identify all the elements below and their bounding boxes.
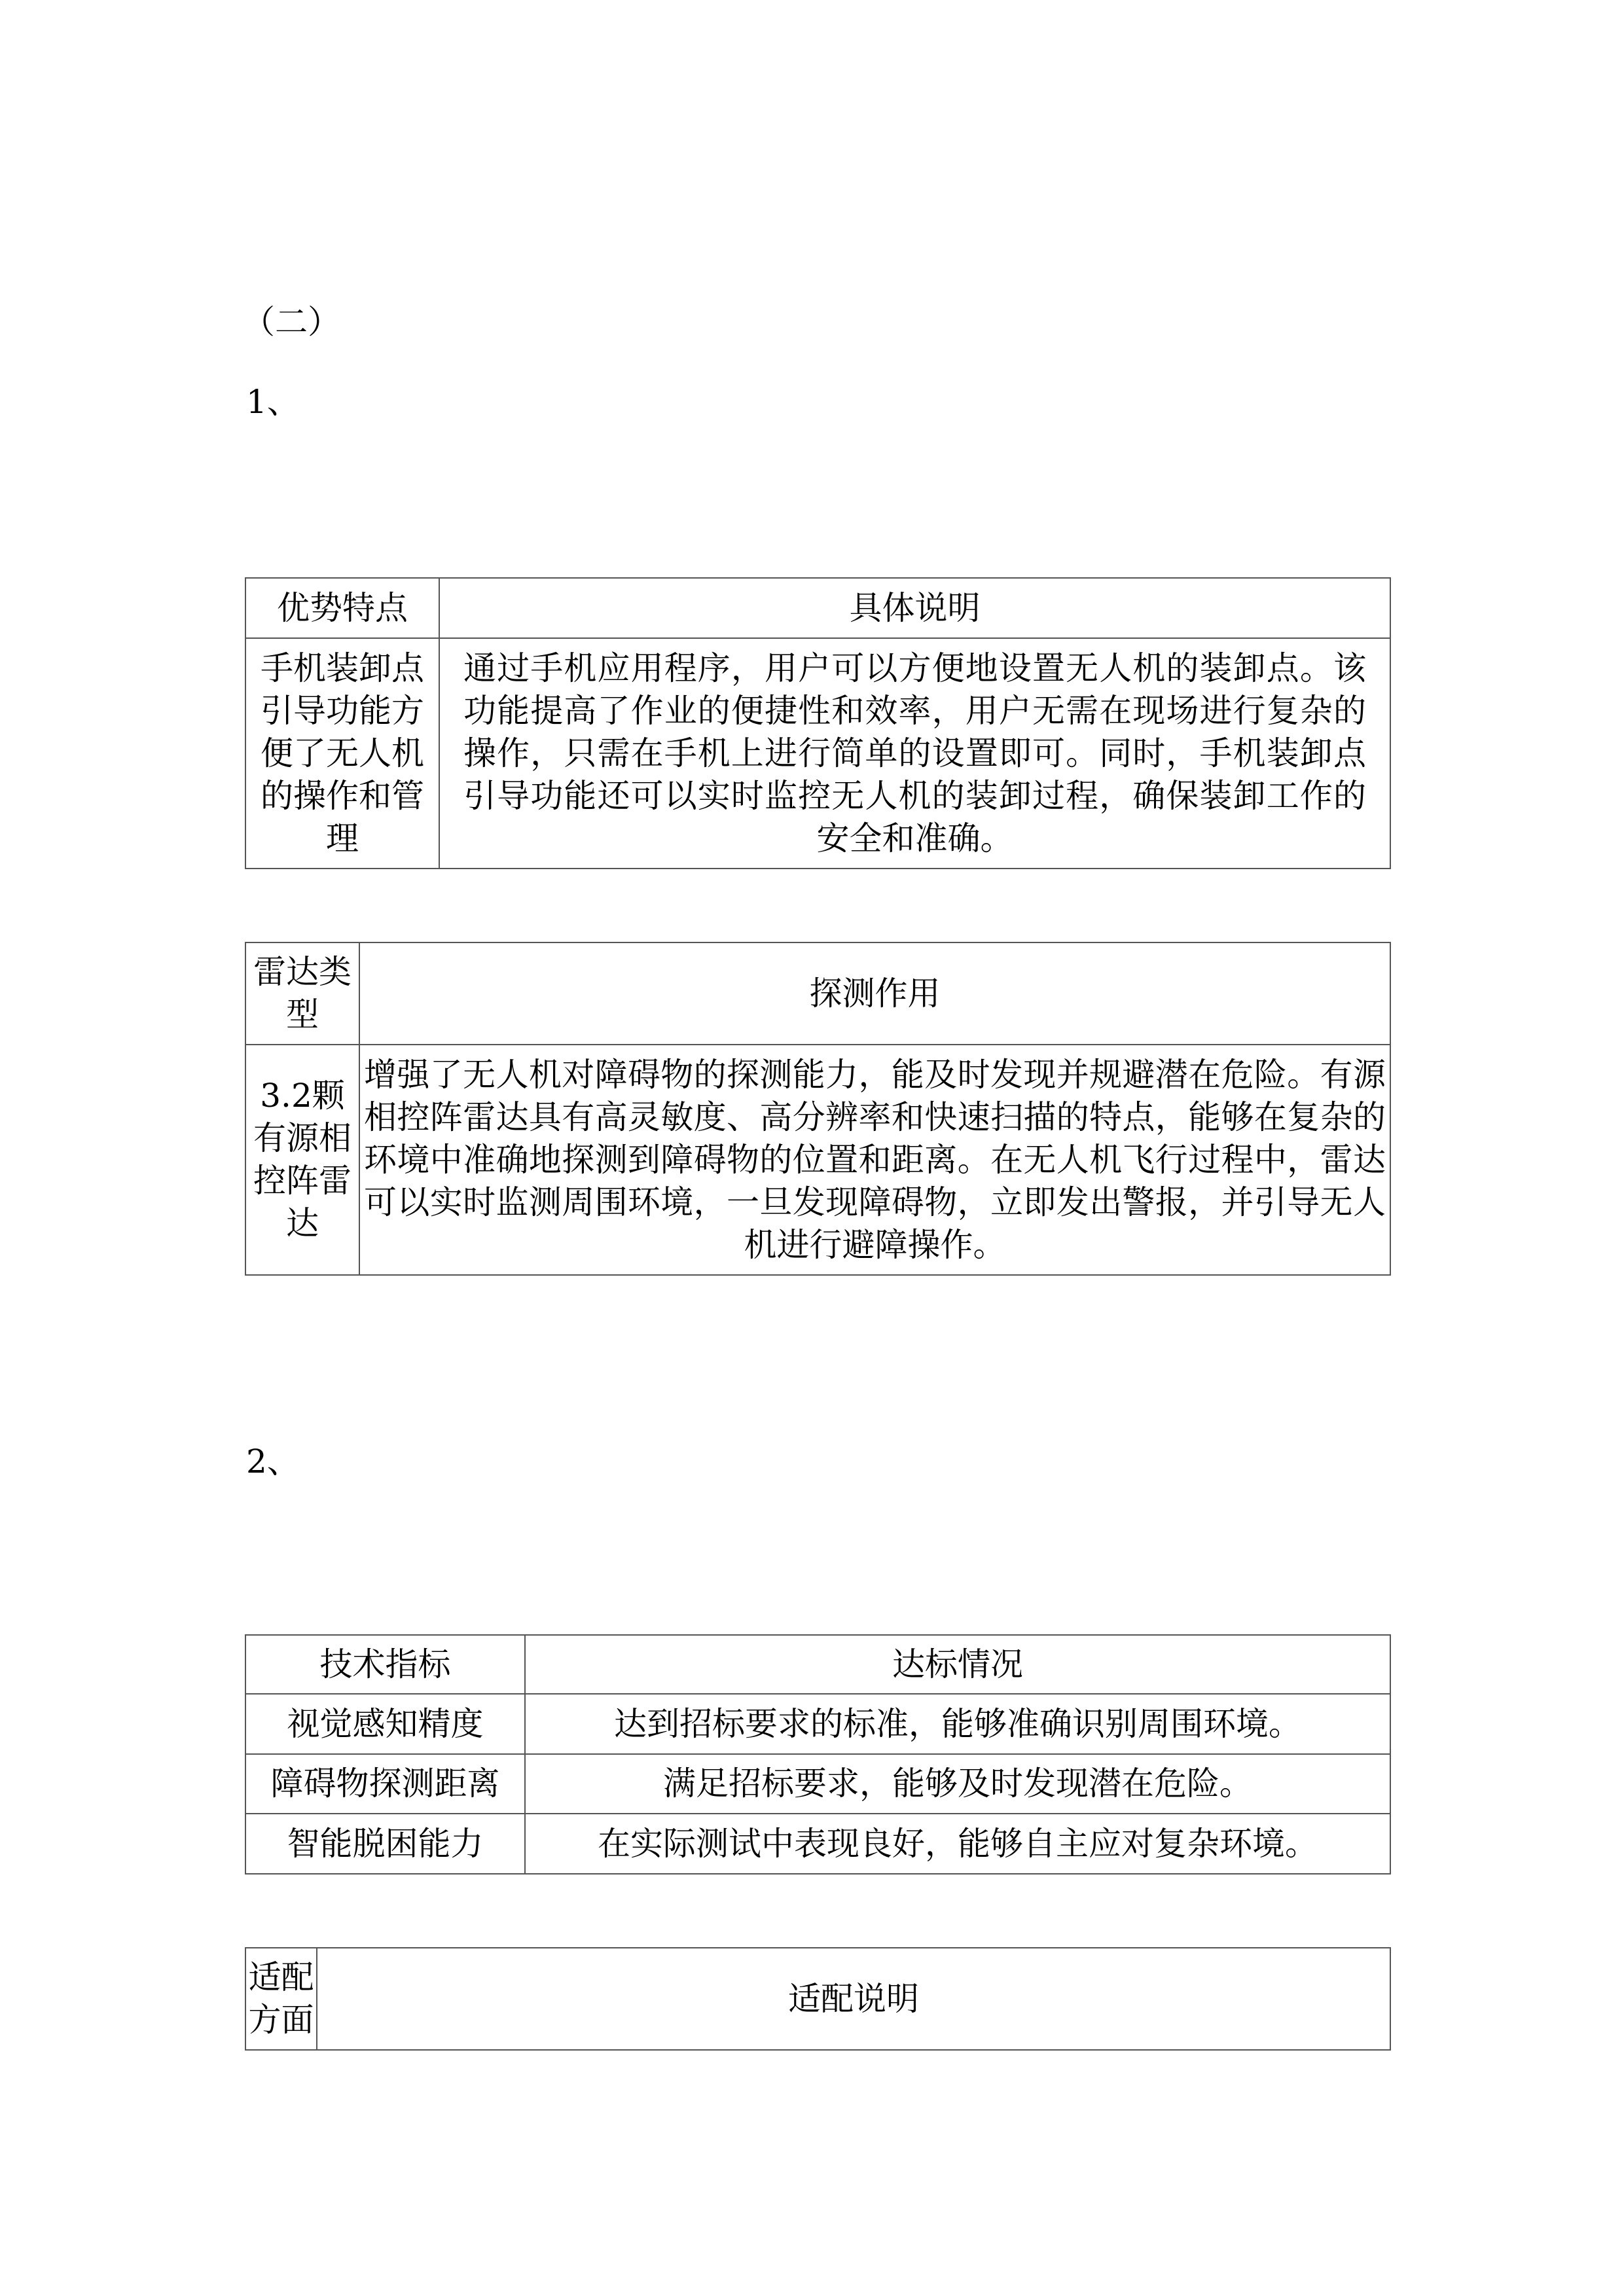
radar-table — [245, 942, 1391, 1276]
header-cell: 优势特点 — [245, 578, 439, 638]
table-header-row — [245, 1948, 1390, 2050]
header-cell: 技术指标 — [245, 1635, 525, 1694]
header-cell: 适配说明 — [317, 1948, 1390, 2050]
header-cell: 适配 方面 — [245, 1948, 317, 2050]
header-cell: 达标情况 — [525, 1635, 1390, 1694]
description-cell: 通过手机应用程序，用户可以方便地设置无人机的装卸点。该功能提高了作业的便捷性和效率，用户无需在现场进行复杂的操作，只需在手机上进行简单的设置即可。同时，手机装卸点引导功能还可以实时监控无人机的装卸过程，确保装卸工作的安全和准确。 — [439, 638, 1390, 869]
metric-cell: 视觉感知精度 — [245, 1694, 525, 1754]
status-cell: 在实际测试中表现良好，能够自主应对复杂环境。 — [525, 1814, 1390, 1874]
advantages-table — [245, 577, 1391, 869]
item-1-label: 1、 — [246, 383, 300, 421]
section-heading: （二） — [242, 303, 340, 341]
metric-cell: 障碍物探测距离 — [245, 1754, 525, 1814]
table-header-row — [245, 942, 1390, 1045]
feature-cell: 手机装卸点 引导功能方 便了无人机 的操作和管 理 — [245, 638, 439, 869]
radar-type-cell: 3.2颗 有源相 控阵雷 达 — [245, 1045, 359, 1275]
table-row — [245, 1754, 1390, 1814]
table-row — [245, 638, 1390, 869]
header-cell: 探测作用 — [359, 942, 1390, 1045]
description-cell: 增强了无人机对障碍物的探测能力，能及时发现并规避潜在危险。有源相控阵雷达具有高灵敏度、高分辨率和快速扫描的特点，能够在复杂的环境中准确地探测到障碍物的位置和距离。在无人机飞行过程中，雷达可以实时监测周围环境，一旦发现障碍物，立即发出警报，并引导无人机进行避障操作。 — [359, 1045, 1390, 1275]
table-header-row — [245, 1635, 1390, 1694]
table-row — [245, 1045, 1390, 1275]
item-2-label: 2、 — [246, 1443, 300, 1480]
metric-cell: 智能脱困能力 — [245, 1814, 525, 1874]
table-row — [245, 1694, 1390, 1754]
status-cell: 满足招标要求，能够及时发现潜在危险。 — [525, 1754, 1390, 1814]
table-row — [245, 1814, 1390, 1874]
adaptation-table — [245, 1947, 1391, 2051]
metrics-table — [245, 1634, 1391, 1874]
status-cell: 达到招标要求的标准，能够准确识别周围环境。 — [525, 1694, 1390, 1754]
header-cell: 具体说明 — [439, 578, 1390, 638]
header-cell: 雷达类 型 — [245, 942, 359, 1045]
table-header-row — [245, 578, 1390, 638]
